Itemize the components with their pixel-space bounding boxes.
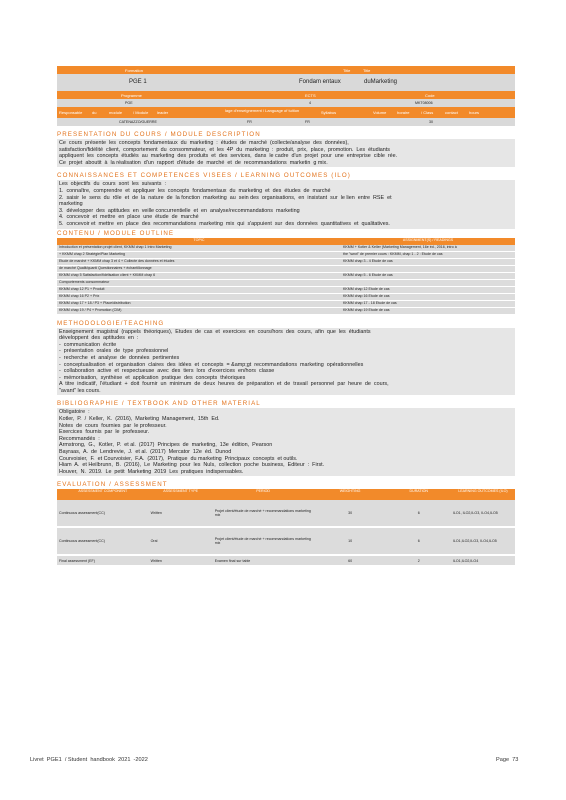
- contenu-title: CONTENU / MODULE OUTLINE: [57, 229, 175, 237]
- evaluation-period: Projet client/étude de marché + recommandations marketing mix: [214, 537, 311, 546]
- outline-row: [57, 279, 515, 286]
- methodology-line: - mémorisation, synthèse et application pratique des concepts théoriques: [59, 374, 246, 381]
- outline-row: [57, 307, 515, 314]
- evaluation-header: ASSESSMENT COMPONENT: [78, 489, 128, 494]
- outline-topic: KKMM chap 16 P2 + Prix: [59, 293, 100, 298]
- programme-label: Programme: [121, 93, 142, 98]
- evaluation-component: Continuous assessment(CC): [59, 511, 105, 516]
- methodology-line: "avant" les cours.: [59, 387, 101, 394]
- outline-topic: + KKMM chap 2 Stratégie/Plan Marketing: [59, 251, 126, 256]
- outline-topic: KKMM chap 5 Satisfaction/fidélisation client + KKMM chap 6: [59, 272, 156, 277]
- evaluation-duration: 2: [417, 558, 420, 563]
- evaluation-header: LEARNING OUTCOMES (ILO): [458, 489, 508, 494]
- outline-topic: KKMM chap 12 P1 + Produit: [59, 286, 105, 291]
- methodology-line: A titre indicatif, l'étudiant + doit fournir un minimum de deux heures de préparation et de travail personnel par heure de cours,: [59, 381, 389, 388]
- biblio-title: BIBLIOGRAPHIE / TEXTBOOK AND OTHER MATERIAL: [57, 400, 261, 408]
- outline-reading: KKMM chap 16 Etude de cas: [342, 293, 390, 298]
- outline-row: [57, 300, 515, 307]
- footer-page-number: Page 73: [496, 757, 519, 763]
- methodo-body: [57, 328, 515, 396]
- outline-reading: KKMM + Kotler & Keller (Marketing Management, 16e éd., 2016, intro à: [342, 244, 457, 249]
- language-value: FR: [247, 120, 252, 124]
- evaluation-header: ASSESSMENT TYPE: [163, 489, 199, 494]
- biblio-body: [57, 408, 515, 476]
- evaluation-weight: 30: [348, 511, 353, 516]
- outline-reading: KKMM chap 5 - 6 Etude de cas: [342, 272, 393, 277]
- methodology-line: développent des aptitudes en :: [59, 335, 139, 342]
- programme-value: PGE: [125, 101, 133, 105]
- evaluation-duration: 6: [417, 539, 420, 544]
- evaluation-duration: 6: [417, 511, 420, 516]
- methodology-line: - présentation orales de type professionnel: [59, 348, 169, 355]
- presentation-title: PRESENTATION DU COURS / MODULE DESCRIPTION: [57, 131, 261, 138]
- evaluation-ilo: ILO1,ILO2,ILO3, ILO4,ILO5: [452, 539, 497, 544]
- evaluation-ilo: ILO1, ILO2,ILO3, ILO4,ILO5: [452, 511, 498, 516]
- competences-body: [57, 180, 515, 228]
- methodology-line: - communication écrite: [59, 341, 117, 348]
- outline-reading: KKMM chap 19 Etude de cas: [342, 307, 390, 312]
- syllabus-label: Syllabus: [321, 110, 337, 115]
- methodology-line: Enseignement magistral (rappels théoriques), Etudes de cas et exercices en cours/hors des cours, afin que les étudiants: [59, 328, 371, 335]
- evaluation-row: [57, 555, 515, 566]
- bibliography-line: Houver, N. 2019. Le petit Marketing 2019 Les pratiques indispensables.: [59, 468, 244, 475]
- evaluation-weight: 60: [348, 558, 353, 563]
- syllabus-page: [57, 66, 515, 567]
- programme-row: [57, 99, 515, 107]
- course-title-part-1: Fondam entaux: [299, 79, 341, 85]
- programme-header-bar: [57, 91, 515, 99]
- evaluation-header: PERIOD: [256, 489, 270, 494]
- bibliography-line: Kotler, P. / Keller, K. (2016), Marketing Management, 15th Ed.: [59, 416, 220, 423]
- syllabus-value: FR: [305, 120, 310, 124]
- assignment-header: ASSIGNMENT(S) / READINGS: [402, 237, 454, 242]
- evaluation-title: EVALUATION / ASSESSMENT: [57, 481, 168, 489]
- bibliography-line: Notes de cours fournies par le professeur.: [59, 422, 167, 429]
- bibliography-line: Armstrong, G., Kotler, P. et al. (2017) Principes de marketing, 13e édition, Pearson: [59, 442, 273, 449]
- competence-line: 1. connaître, comprendre et appliquer les concepts fondamentaux du marketing et des études de marché: [59, 187, 331, 194]
- outline-reading: [341, 279, 515, 286]
- outline-row: [57, 258, 515, 265]
- competence-line: 3. développer des aptitudes en veille concurrentielle et en analyse/recommandations marketing: [59, 207, 300, 214]
- presentation-line: satisfaction/fidélité client, comportement du consommateur, et les 4P du marketing : produit, prix, place, promotion. Les étudiants: [59, 146, 390, 153]
- competence-line: marketing: [59, 201, 83, 208]
- formation-label: Formation: [125, 68, 144, 73]
- outline-reading: KKMM chap 3 - 4 Etude de cas: [342, 258, 393, 263]
- evaluation-table: [57, 489, 515, 567]
- presentation-line: Ce projet aboutit à la réalisation d'un rapport d'étude de marché et de recommandations marketin g mix.: [59, 159, 328, 166]
- outline-topic: de marché Qualit/quanti Questionnaires + échantillonnage: [59, 265, 152, 270]
- outline-row: [57, 286, 515, 293]
- formation-header-bar: [57, 66, 515, 74]
- bibliography-line: Hiam A. et Heilbrunn, B. (2016), Le Marketing pour les Nuls, collection poche business, Editeur : First.: [59, 462, 325, 469]
- outline-reading: KKMM chap 12 Etude de cas: [342, 286, 390, 291]
- methodology-line: - recherche et analyse de données pertinentes: [59, 354, 180, 361]
- evaluation-type: Written: [150, 511, 162, 516]
- title-label-2: Title: [363, 68, 371, 73]
- resp-label-1: Responsable: [59, 110, 83, 115]
- outline-row: [57, 251, 515, 258]
- evaluation-component: Final assessment (EF): [59, 558, 95, 563]
- outline-row: [57, 293, 515, 300]
- resp-label-2: du: [92, 110, 97, 115]
- presentation-body: [57, 139, 515, 167]
- outline-reading: the "swot" de premier cours : KKMM, chap 1 - 2 : Etude de cas: [342, 251, 443, 256]
- title-label: Title: [343, 68, 351, 73]
- ects-label: ECTS: [305, 93, 316, 98]
- outline-row: [57, 272, 515, 279]
- course-title-part-2: duMarketing: [364, 79, 398, 85]
- evaluation-period: Examen final sur table: [214, 558, 251, 563]
- code-value: MKT08006: [415, 101, 433, 105]
- evaluation-row: [57, 500, 515, 527]
- outline-topic: KKMM chap 17 + 18 / P3 + Place/distribution: [59, 300, 131, 305]
- competence-line: Les objectifs du cours sont les suivants :: [59, 181, 166, 188]
- outline-topic: Comportements consommateur: [59, 279, 110, 284]
- competence-line: 4. concevoir et mettre en place une étude de marché: [59, 214, 199, 221]
- competence-line: 2. saisir le sens du rôle et de la nature de la fonction marketing au sein des organisations, en insistant sur le lien entre RSE et: [59, 194, 392, 201]
- outline-topic: KKMM chap 19 / P4 + Promotion (CIM): [59, 307, 122, 312]
- hours-label: hours: [469, 110, 480, 115]
- outline-reading: KKMM chap 17 - 18 Etude de cas: [342, 300, 397, 305]
- bibliography-line: Obligatoire :: [59, 409, 90, 416]
- bibliography-line: Bayraas, A. de Lendrevie, J. et al. (2017) Mercator 12e éd. Dunod: [59, 449, 232, 456]
- evaluation-header: WEIGHTING: [339, 489, 361, 494]
- evaluation-period: Projet client/étude de marché + recommandations marketing mix: [214, 509, 311, 518]
- resp-label-3: module: [109, 110, 123, 115]
- code-label: Code: [425, 93, 435, 98]
- presentation-line: appliquent les concepts étudiés au marketing des produits et des services, dans le cadre d'un projet pour une entreprise cible rée.: [59, 153, 398, 160]
- hours-value: 30: [429, 120, 433, 124]
- class-label: / Class: [421, 110, 434, 115]
- methodo-title: METHODOLOGIE/TEACHING: [57, 319, 165, 327]
- evaluation-row: [57, 527, 515, 555]
- outline-row: [57, 265, 515, 272]
- evaluation-component: Continuous assessment(CC): [59, 539, 105, 544]
- contact-label: contact: [445, 110, 458, 115]
- methodology-line: - collaboration active et respectueuse avec des tiers lors d'exercices en/hors classe: [59, 368, 275, 375]
- resp-label-4: / Module: [133, 110, 149, 115]
- evaluation-weight: 10: [348, 539, 353, 544]
- evaluation-ilo: ILO1,ILO2,ILO4: [452, 558, 479, 563]
- course-code-name: PGE 1: [129, 79, 147, 85]
- topic-header: TOPIC: [193, 237, 205, 242]
- leader-value: CATENAZZO/GUERRE: [119, 120, 157, 124]
- ects-value: 4: [309, 101, 311, 105]
- footer-left: Livret PGE1 / Student handbook 2021 -2022: [30, 757, 148, 763]
- bibliography-line: Exercices fournis par le professeur.: [59, 429, 150, 436]
- leader-header-bar: [57, 107, 515, 118]
- outline-topic: Introduction et présentation projet client, KKMM chap 1 Intro Marketing: [59, 244, 172, 249]
- evaluation-header: DURATION: [409, 489, 429, 494]
- evaluation-type: Written: [150, 558, 162, 563]
- bibliography-line: Courvoisier, F. et Courvoisier, F.A. (2017), Pratique du marketing Principaux concepts et outils.: [59, 455, 298, 462]
- course-title-row: [57, 74, 515, 91]
- horaire-label: horaire: [397, 110, 410, 115]
- bibliography-line: Recommandés :: [59, 435, 100, 442]
- presentation-line: Ce cours présente les concepts fondamentaux du marketing : études de marché (collecte/analyse des données),: [59, 140, 349, 146]
- leader-row: [57, 118, 515, 126]
- evaluation-type: Oral: [150, 539, 158, 544]
- resp-label-5: leader: [157, 110, 169, 115]
- outline-topic: Etude de marché + KKMM chap 3 et 4 + Collecte des données et études: [59, 258, 175, 263]
- language-label: lage d'enseignement / Language of tuition: [225, 108, 300, 113]
- competence-line: 5. concevoir et mettre en place des recommandations marketing mix qui s'appuient sur des données quantitatives et qualitatives.: [59, 220, 390, 227]
- volume-label: Volume: [373, 110, 387, 115]
- outline-table: [57, 238, 515, 315]
- outline-reading: [341, 265, 515, 272]
- methodology-line: - conceptualisation et organisation claires des idées et concepts = &amp;gt recommandations marketing opérationnelles: [59, 361, 364, 368]
- competences-title: CONNAISSANCES ET COMPETENCES VISEES / LEARNING OUTCOMES (ILO): [57, 172, 351, 180]
